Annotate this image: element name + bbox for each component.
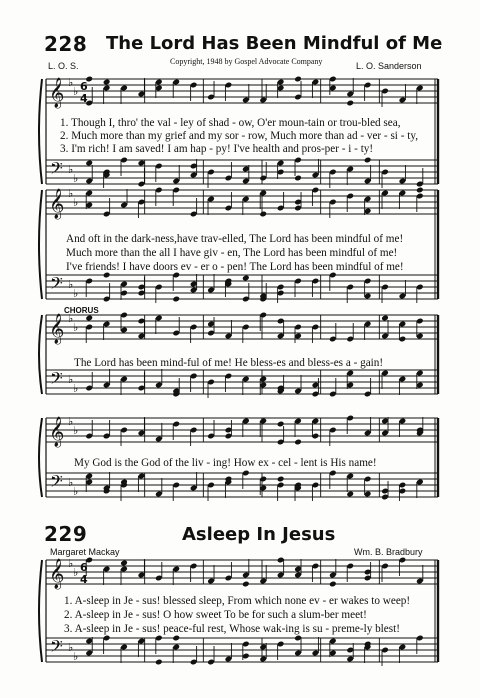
flat-sign-icon: ♭ <box>68 187 74 200</box>
flat-sign-icon: ♭ <box>68 641 74 654</box>
note-head <box>416 187 424 194</box>
lyric-line-chorus-a: The Lord has been mind-ful of me! He bless-es and bless-es a - gain! <box>74 357 384 369</box>
note-head <box>172 296 180 303</box>
note-head <box>346 100 354 107</box>
bass-clef-icon: 𝄢 <box>50 368 63 392</box>
lyric-line-verse3: 3. A-sleep in Je - sus! peace-ful rest, Whose wak-ing is su - preme-ly blest! <box>64 623 400 635</box>
system-brace <box>39 418 42 497</box>
note-head <box>259 211 267 218</box>
hymn-title: Asleep In Jesus <box>182 524 336 545</box>
bass-clef-icon: 𝄢 <box>50 273 63 297</box>
chorus-label: CHORUS <box>64 306 99 315</box>
time-signature-bottom: 4 <box>80 92 88 105</box>
lyric-line-verse1: 1. Though I, thro' the val - ley of shad - ow, O'er moun-tain or trou-bled sea, <box>60 117 401 129</box>
flat-sign-icon: ♭ <box>68 163 74 176</box>
note-head <box>138 160 146 167</box>
system-brace <box>39 190 42 299</box>
time-signature-top: 6 <box>80 561 88 574</box>
lyric-line-verse3-b: I've friends! I have doors ev - er o - pen! The Lord has been mindful of me! <box>66 261 404 273</box>
flat-sign-icon: ♭ <box>73 382 79 395</box>
bass-clef-icon: 𝄢 <box>50 158 63 182</box>
lyric-line-verse3: 3. I'm rich! I am saved! I am hap - py! I've health and pros-per - i - ty! <box>60 143 374 155</box>
note-head <box>277 476 285 483</box>
note-head <box>103 79 111 86</box>
treble-clef-icon: 𝄞 <box>49 559 65 589</box>
lyric-line-verse1-b: And oft in the dark-ness,have trav-elled, The Lord has been mindful of me! <box>66 233 404 245</box>
bass-clef-icon: 𝄢 <box>50 471 63 495</box>
treble-clef-icon: 𝄞 <box>49 189 65 219</box>
flat-sign-icon: ♭ <box>73 485 79 498</box>
lyricist-credit: L. O. S. <box>48 61 79 71</box>
system-brace <box>39 315 42 394</box>
flat-sign-icon: ♭ <box>68 278 74 291</box>
composer-credit: Wm. B. Bradbury <box>354 547 423 557</box>
flat-sign-icon: ♭ <box>73 566 79 579</box>
flat-sign-icon: ♭ <box>73 321 79 334</box>
note-head <box>155 659 163 666</box>
note-head <box>364 157 372 164</box>
lyricist-credit: Margaret Mackay <box>50 547 120 557</box>
copyright-notice: Copyright, 1948 by Gospel Advocate Company <box>170 57 323 66</box>
flat-sign-icon: ♭ <box>68 476 74 489</box>
flat-sign-icon: ♭ <box>73 287 79 300</box>
note-head <box>242 581 250 588</box>
flat-sign-icon: ♭ <box>68 76 74 89</box>
treble-clef-icon: 𝄞 <box>49 417 65 447</box>
note-head <box>242 275 250 282</box>
flat-sign-icon: ♭ <box>73 85 79 98</box>
flat-sign-icon: ♭ <box>73 424 79 437</box>
lyric-line-verse2: 2. Much more than my grief and my sor - row, Much more than ad - ver - si - ty, <box>60 130 419 142</box>
composer-credit: L. O. Sanderson <box>356 61 422 71</box>
system-brace <box>39 79 42 184</box>
hymn-number: 229 <box>44 522 88 546</box>
note-head <box>120 560 128 567</box>
flat-sign-icon: ♭ <box>68 415 74 428</box>
lyric-line-chorus-b: My God is the God of the liv - ing! How ex - cel - lent is His name! <box>74 457 377 469</box>
hymn-number: 228 <box>44 32 88 56</box>
flat-sign-icon: ♭ <box>73 650 79 663</box>
bass-clef-icon: 𝄢 <box>50 636 63 660</box>
lyric-line-verse2: 2. A-sleep in Je - sus! O how sweet To be for such a slum-ber meet! <box>64 609 367 621</box>
note-head <box>294 439 302 446</box>
time-signature-top: 6 <box>80 80 88 93</box>
flat-sign-icon: ♭ <box>68 312 74 325</box>
flat-sign-icon: ♭ <box>68 557 74 570</box>
lyric-line-verse2-b: Much more than the all I have giv - en, The Lord has been mindful of me! <box>66 247 398 259</box>
treble-clef-icon: 𝄞 <box>49 314 65 344</box>
treble-clef-icon: 𝄞 <box>49 78 65 108</box>
time-signature-bottom: 4 <box>80 573 88 586</box>
lyric-line-verse1: 1. A-sleep in Je - sus! blessed sleep, From which none ev - er wakes to weep! <box>64 595 411 607</box>
hymn-title: The Lord Has Been Mindful of Me <box>106 33 443 54</box>
flat-sign-icon: ♭ <box>68 373 74 386</box>
note-head <box>172 635 180 642</box>
note-head <box>329 581 337 588</box>
flat-sign-icon: ♭ <box>73 196 79 209</box>
flat-sign-icon: ♭ <box>73 172 79 185</box>
system-brace <box>39 560 42 662</box>
note-head <box>85 315 93 322</box>
